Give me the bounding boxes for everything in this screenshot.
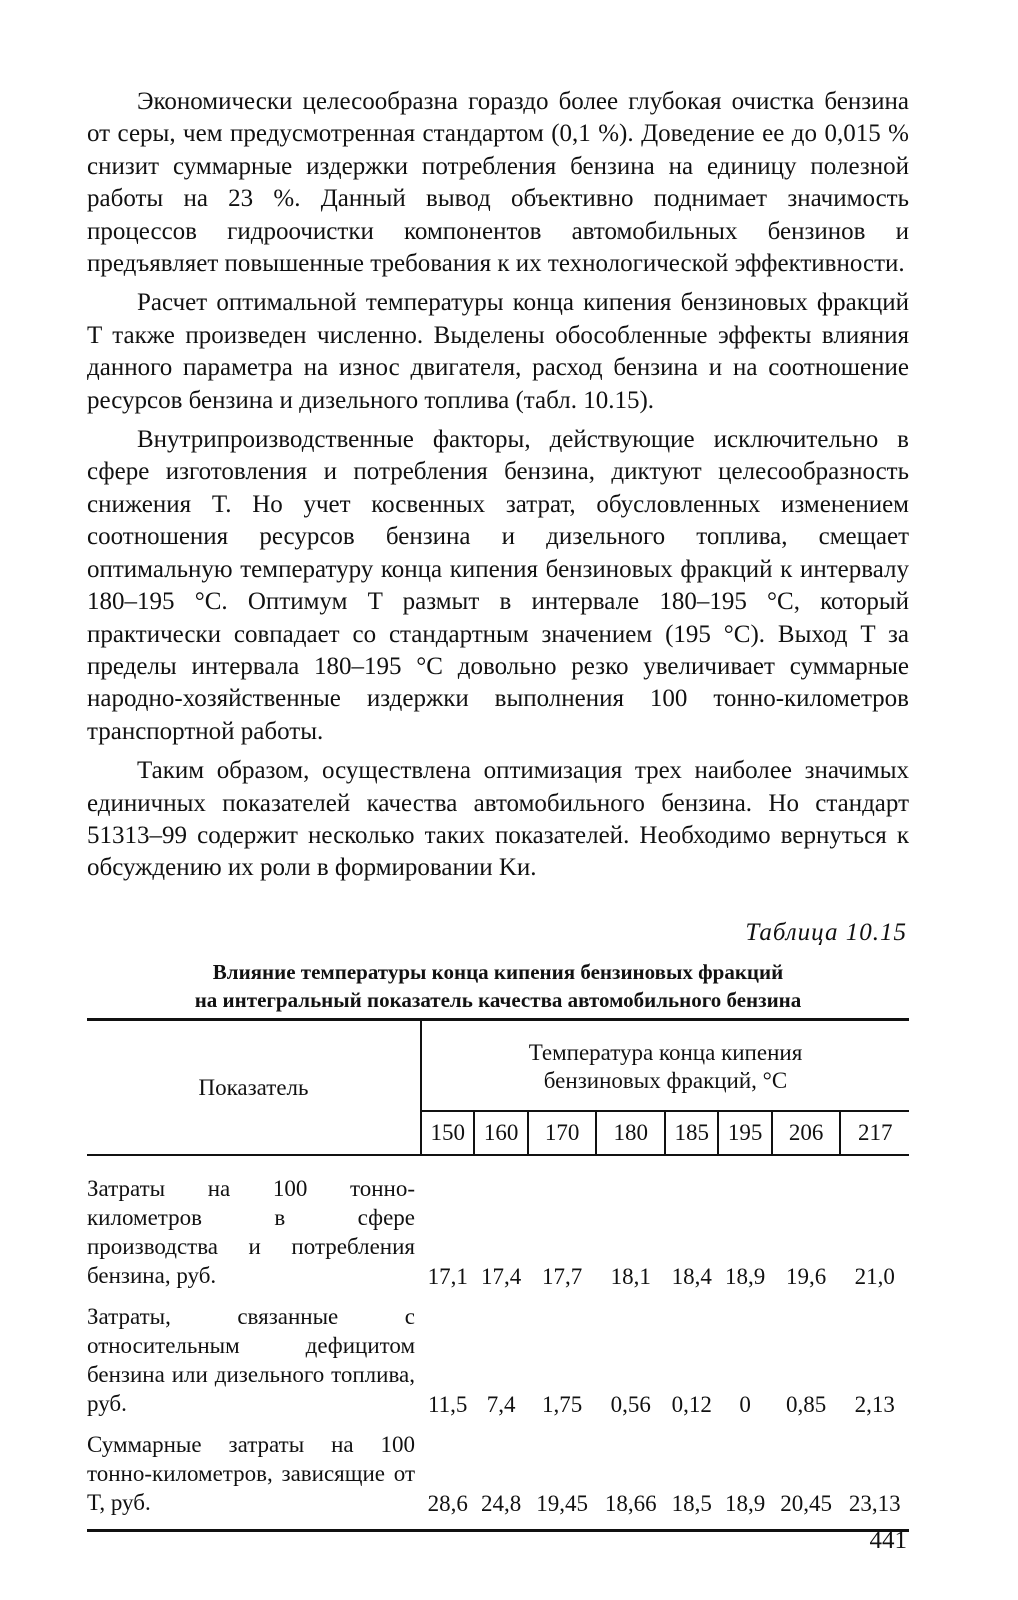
header-temp: 195 xyxy=(718,1111,771,1155)
table-cell: 18,1 xyxy=(610,1264,651,1289)
header-temp: 170 xyxy=(528,1111,597,1155)
table-cell: 18,5 xyxy=(671,1491,712,1516)
table-cell: 19,6 xyxy=(785,1264,827,1289)
table-cell: 18,9 xyxy=(724,1491,766,1516)
header-temp: 206 xyxy=(772,1111,841,1155)
header-temp: 217 xyxy=(840,1111,909,1155)
table-cell: 0 xyxy=(739,1392,751,1417)
header-indicator: Показатель xyxy=(87,1020,421,1156)
table-title-line-2: на интегральный показатель качества автомобильного бензина xyxy=(194,988,802,1012)
table-cell: 19,45 xyxy=(536,1491,588,1516)
table-row xyxy=(87,1302,909,1430)
row-label: Затраты на 100 тонно-километров в сфере производства и потребления бензина, руб. xyxy=(87,1176,415,1288)
row-label: Суммарные затраты на 100 тонно-километров, зависящие от T, руб. xyxy=(87,1432,415,1515)
paragraph-2: Расчет оптимальной температуры конца кипения бензиновых фракций T также произведен численно. Выделены обособленные эффекты влияния данного параметра на износ двигателя, расход бензина и на соотношение ресурсов бензина и дизельного топлива (табл. 10.15). xyxy=(87,289,909,414)
row-label: Затраты, связанные с относительным дефицитом бензина или дизельного топлива, руб. xyxy=(87,1304,415,1416)
header-group-line-2: бензиновых фракций, °С xyxy=(543,1068,788,1093)
table-cell: 11,5 xyxy=(427,1392,468,1417)
header-group-line-1: Температура конца кипения xyxy=(528,1040,803,1065)
table-row xyxy=(87,1430,909,1531)
table-cell: 0,12 xyxy=(671,1392,712,1417)
table-row xyxy=(87,1174,909,1302)
page-body xyxy=(87,86,909,892)
table-cell: 23,13 xyxy=(848,1491,901,1516)
table-cell: 2,13 xyxy=(854,1392,895,1417)
paragraph-3: Внутрипроизводственные факторы, действующие исключительно в сфере изготовления и потребления бензина, диктуют целесообразность снижения T. Но учет косвенных затрат, обусловленных изменением соотношения ресурсов бензина и дизельного топлива, смещает оптимальную температуру конца кипения бензиновых фракций к интервалу 180–195 °С. Оптимум T размыт в интервале 180–195 °С, который практически совпадает со стандартным значением (195 °С). Выход T за пределы интервала 180–195 °С довольно резко увеличивает суммарные народно-хозяйственные издержки выполнения 100 тонно-километров транспортной работы. xyxy=(87,426,909,745)
table-cell: 28,6 xyxy=(427,1491,468,1516)
table-cell: 1,75 xyxy=(541,1392,583,1417)
paragraph-1: Экономически целесообразна гораздо более глубокая очистка бензина от серы, чем предусмотренная стандартом (0,1 %). Доведение ее до 0,015 % снизит суммарные издержки потребления бензина на единицу полезной работы на 23 %. Данный вывод объективно поднимает значимость процессов гидроочистки компонентов автомобильных бензинов и предъявляет повышенные требования к их технологической эффективности. xyxy=(87,88,909,278)
table-cell: 18,4 xyxy=(671,1264,712,1289)
table-cell: 17,1 xyxy=(427,1264,468,1289)
header-temp: 160 xyxy=(474,1111,527,1155)
table-cell: 17,4 xyxy=(480,1264,522,1289)
paragraph-4: Таким образом, осуществлена оптимизация трех наиболее значимых единичных показателей качества автомобильного бензина. Но стандарт 51313–99 содержит несколько таких показателей. Необходимо вернуться к обсуждению их роли в формировании Kи. xyxy=(87,757,909,882)
table-cell: 21,0 xyxy=(854,1264,895,1289)
table-cell: 24,8 xyxy=(480,1491,522,1516)
table-cell: 7,4 xyxy=(486,1392,516,1417)
page-number: 441 xyxy=(869,1527,907,1554)
table-cell: 17,7 xyxy=(541,1264,583,1289)
header-temp: 185 xyxy=(665,1111,718,1155)
header-temp: 150 xyxy=(421,1111,474,1155)
table-cell: 18,66 xyxy=(604,1491,657,1516)
data-table xyxy=(87,1018,909,1538)
table-cell: 0,85 xyxy=(785,1392,827,1417)
table-number: Таблица 10.15 xyxy=(745,919,907,946)
header-temp: 180 xyxy=(596,1111,665,1155)
header-temperature-group xyxy=(421,1020,909,1112)
table-title xyxy=(87,958,909,1014)
table-cell: 18,9 xyxy=(724,1264,766,1289)
table-cell: 20,45 xyxy=(780,1491,832,1516)
table-cell: 0,56 xyxy=(610,1392,651,1417)
table-title-line-1: Влияние температуры конца кипения бензиновых фракций xyxy=(212,960,784,984)
